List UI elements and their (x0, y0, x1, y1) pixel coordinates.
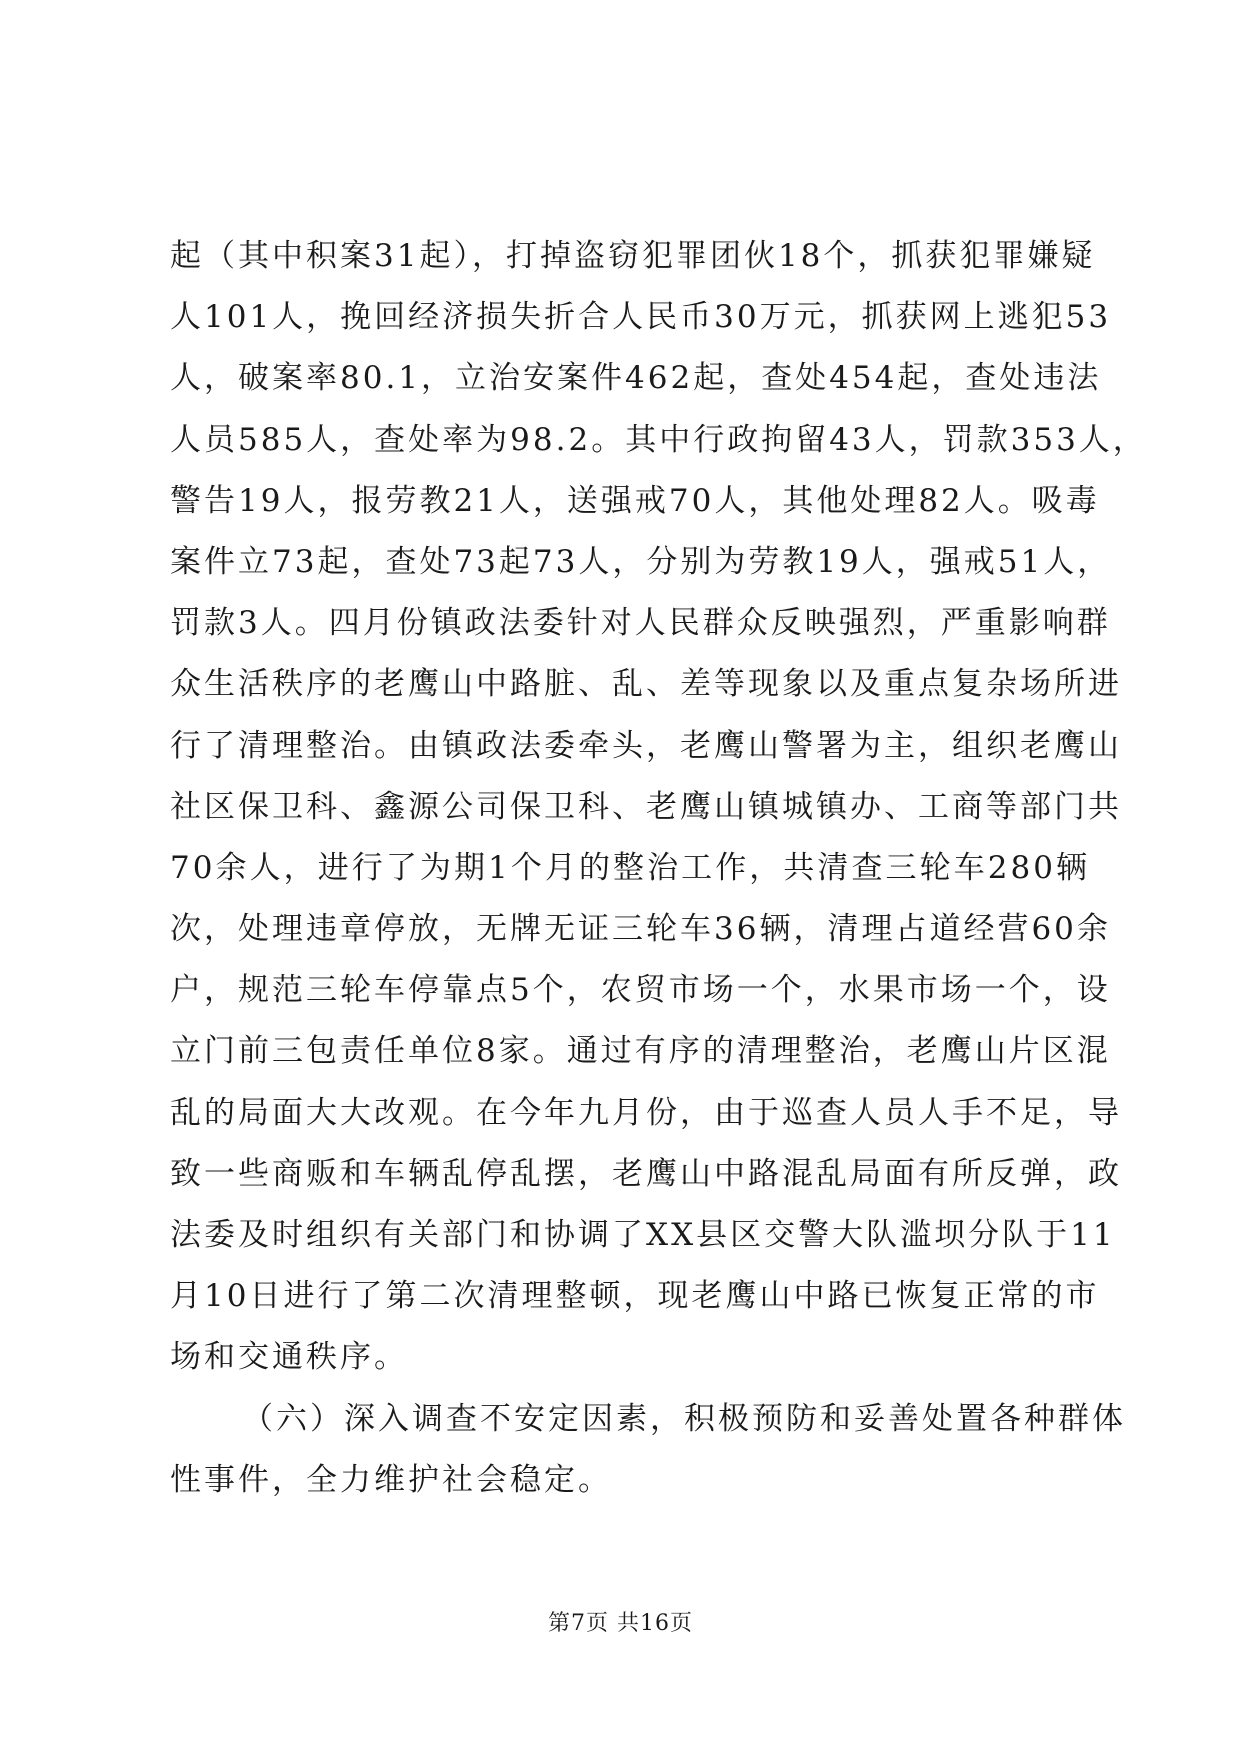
text-line: 人101人，挽回经济损失折合人民币30万元，抓获网上逃犯53 (170, 299, 1112, 336)
text-line: 次，处理违章停放，无牌无证三轮车36辆，清理占道经营60余 (170, 911, 1111, 948)
page-footer: 第7页 共16页 (548, 1611, 693, 1636)
text-line: 乱的局面大大改观。在今年九月份，由于巡查人员人手不足，导 (170, 1094, 1122, 1131)
text-line: 起（其中积案31起），打掉盗窃犯罪团伙18个，抓获犯罪嫌疑 (170, 238, 1096, 274)
section-heading-line: （六）深入调查不安定因素，积极预防和妥善处置各种群体 (242, 1400, 1126, 1437)
text-line: 人，破案率80.1，立治安案件462起，查处454起，查处违法 (170, 360, 1102, 397)
text-line: 众生活秩序的老鹰山中路脏、乱、差等现象以及重点复杂场所进 (170, 666, 1122, 703)
text-line: 立门前三包责任单位8家。通过有序的清理整治，老鹰山片区混 (170, 1033, 1111, 1070)
text-line: 法委及时组织有关部门和协调了XX县区交警大队滥坝分队于11 (170, 1217, 1116, 1253)
paragraph-end-line: 场和交通秩序。 (170, 1339, 408, 1376)
text-line: 户，规范三轮车停靠点5个，农贸市场一个，水果市场一个，设 (170, 972, 1111, 1009)
section-heading-end-line: 性事件，全力维护社会稳定。 (170, 1461, 612, 1498)
text-line: 70余人，进行了为期1个月的整治工作，共清查三轮车280辆 (170, 849, 1090, 886)
text-line: 警告19人，报劳教21人，送强戒70人，其他处理82人。吸毒 (170, 482, 1100, 519)
text-line: 人员585人，查处率为98.2。其中行政拘留43人，罚款353人， (170, 421, 1147, 458)
text-line: 罚款3人。四月份镇政法委针对人民群众反映强烈，严重影响群 (170, 605, 1111, 642)
body-text (170, 226, 1147, 1511)
text-line: 案件立73起，查处73起73人，分别为劳教19人，强戒51人， (170, 543, 1112, 580)
text-line: 社区保卫科、鑫源公司保卫科、老鹰山镇城镇办、工商等部门共 (170, 788, 1122, 825)
text-line: 行了清理整治。由镇政法委牵头，老鹰山警署为主，组织老鹰山 (170, 727, 1122, 764)
text-line: 月10日进行了第二次清理整顿，现老鹰山中路已恢复正常的市 (170, 1278, 1100, 1315)
text-line: 致一些商贩和车辆乱停乱摆，老鹰山中路混乱局面有所反弹，政 (170, 1155, 1122, 1192)
